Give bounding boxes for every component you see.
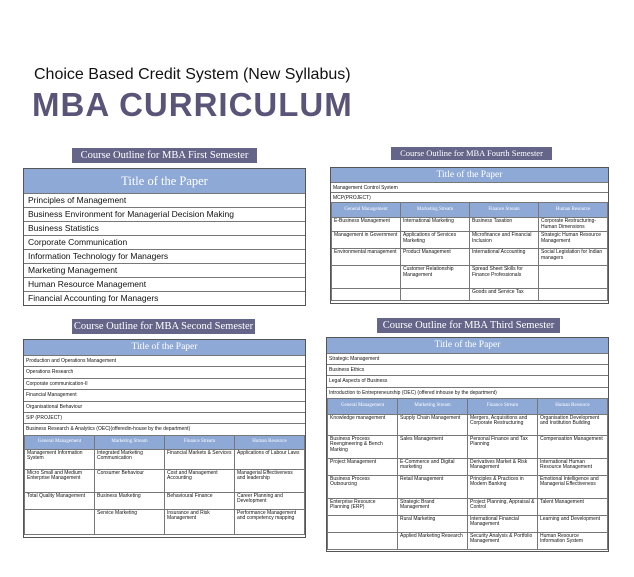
curriculum-title: MBA CURRICULUM xyxy=(32,86,353,123)
elective-cell xyxy=(25,509,95,534)
stream-header: Finance Stream xyxy=(470,203,539,218)
elective-cell: Knowledge management xyxy=(328,414,398,435)
paper-row: Business Ethics xyxy=(327,364,608,375)
elective-cell: Consumer Behaviour xyxy=(95,469,165,492)
paper-row: MCP(PROJECT) xyxy=(331,192,608,202)
elective-cell: Business Marketing xyxy=(95,492,165,509)
paper-row: Principles of Management xyxy=(24,193,305,207)
elective-cell: Sales Management xyxy=(398,435,468,458)
elective-cell: Security Analysis & Portfolio Management xyxy=(468,532,538,549)
stream-header: Human Resource xyxy=(539,203,608,218)
elective-cell: Talent Management xyxy=(538,498,608,515)
elective-row xyxy=(25,449,305,469)
paper-row: Information Technology for Managers xyxy=(24,249,305,263)
paper-row: Business Statistics xyxy=(24,221,305,235)
elective-row xyxy=(328,458,608,475)
elective-cell xyxy=(401,289,470,301)
stream-header: Marketing Stream xyxy=(401,203,470,218)
elective-cell: Managerial Effectiveness and leadership xyxy=(235,469,305,492)
elective-cell: Behavioural Finance xyxy=(165,492,235,509)
second-table-title: Title of the Paper xyxy=(24,340,305,355)
paper-row: Human Resource Management xyxy=(24,277,305,291)
elective-cell: E-Commerce and Digital marketing xyxy=(398,458,468,475)
elective-row xyxy=(328,414,608,435)
stream-header: General Management xyxy=(25,435,95,449)
elective-cell: Service Marketing xyxy=(95,509,165,534)
third-table-title: Title of the Paper xyxy=(327,338,608,353)
elective-cell: Strategic Brand Management xyxy=(398,498,468,515)
fourth-electives-grid xyxy=(331,202,608,301)
elective-cell: Total Quality Management xyxy=(25,492,95,509)
elective-cell: E-Business Management xyxy=(332,218,401,232)
paper-row: SIP (PROJECT) xyxy=(24,412,305,423)
paper-row: Business Environment for Managerial Decision Making xyxy=(24,207,305,221)
paper-row: Marketing Management xyxy=(24,263,305,277)
elective-cell: Performance Management and competency mapping xyxy=(235,509,305,534)
elective-cell: Organisation Development and Institution Building xyxy=(538,414,608,435)
elective-cell: Learning and Development xyxy=(538,515,608,532)
elective-cell: Management in Government xyxy=(332,232,401,249)
third-semester-table xyxy=(326,337,609,552)
elective-row xyxy=(25,492,305,509)
elective-row xyxy=(328,435,608,458)
elective-row xyxy=(332,289,608,301)
elective-row xyxy=(328,498,608,515)
elective-cell xyxy=(328,515,398,532)
elective-cell: Human Resource Information System xyxy=(538,532,608,549)
elective-cell xyxy=(332,289,401,301)
elective-row xyxy=(332,249,608,266)
elective-cell: Applications of Labour Laws xyxy=(235,449,305,469)
stream-header: Marketing Stream xyxy=(95,435,165,449)
elective-cell: Retail Management xyxy=(398,475,468,498)
elective-cell: Emotional Intelligence and Managerial Effectiveness xyxy=(538,475,608,498)
elective-row xyxy=(25,469,305,492)
paper-row: Production and Operations Management xyxy=(24,355,305,366)
elective-cell: Applied Marketing Research xyxy=(398,532,468,549)
fourth-semester-caption: Course Outline for MBA Fourth Semester xyxy=(391,147,552,160)
third-semester-caption: Course Outline for MBA Third Semester xyxy=(377,318,560,333)
paper-row: Operations Research xyxy=(24,366,305,377)
paper-row: Corporate Communication xyxy=(24,235,305,249)
curriculum-subtitle: Choice Based Credit System (New Syllabus) xyxy=(34,66,351,83)
elective-cell: Project Management xyxy=(328,458,398,475)
paper-row: Corporate communication-II xyxy=(24,378,305,389)
fourth-table-title: Title of the Paper xyxy=(331,168,608,182)
elective-cell: International Financial Management xyxy=(468,515,538,532)
elective-cell xyxy=(539,266,608,289)
paper-row: Strategic Management xyxy=(327,353,608,364)
elective-row xyxy=(25,509,305,534)
elective-cell: Enterprise Resource Planning (ERP) xyxy=(328,498,398,515)
elective-cell: Insurance and Risk Management xyxy=(165,509,235,534)
second-semester-table xyxy=(23,339,306,538)
elective-cell: International Marketing xyxy=(401,218,470,232)
elective-cell: Compensation Management xyxy=(538,435,608,458)
elective-cell: Applications of Services Marketing xyxy=(401,232,470,249)
paper-row: Legal Aspects of Business xyxy=(327,375,608,386)
paper-row: Management Control System xyxy=(331,182,608,192)
stream-header: General Management xyxy=(328,398,398,414)
paper-row: Financial Accounting for Managers xyxy=(24,291,305,305)
elective-cell: Customer Relationship Management xyxy=(401,266,470,289)
elective-cell: Business Process Reengineering & Bench Marking xyxy=(328,435,398,458)
stream-header: Finance Stream xyxy=(165,435,235,449)
elective-cell: Integrated Marketing Communication xyxy=(95,449,165,469)
stream-header: Marketing Stream xyxy=(398,398,468,414)
elective-row xyxy=(328,515,608,532)
second-semester-caption: Course Outline for MBA Second Semester xyxy=(73,321,254,332)
elective-cell: Environmental management xyxy=(332,249,401,266)
stream-header: Human Resource xyxy=(538,398,608,414)
stream-header: Finance Stream xyxy=(468,398,538,414)
elective-cell xyxy=(328,532,398,549)
elective-cell: Goods and Service Tax xyxy=(470,289,539,301)
elective-row xyxy=(332,218,608,232)
elective-cell: Career Planning and Development xyxy=(235,492,305,509)
elective-cell: Strategic Human Resource Management xyxy=(539,232,608,249)
elective-cell: Business Process Outsourcing xyxy=(328,475,398,498)
elective-cell xyxy=(539,289,608,301)
elective-cell: Social Legislation for Indian managers xyxy=(539,249,608,266)
elective-cell: Micro Small and Medium Enterprise Management xyxy=(25,469,95,492)
elective-row xyxy=(328,532,608,549)
elective-cell: Spread Sheet Skills for Finance Professionals xyxy=(470,266,539,289)
elective-cell: Business Taxation xyxy=(470,218,539,232)
elective-cell: Derivatives Market & Risk Management xyxy=(468,458,538,475)
elective-row xyxy=(328,475,608,498)
paper-row: Business Research & Analytics (OEC)(offeredin-house by the department) xyxy=(24,423,305,434)
stream-header: Human Resource xyxy=(235,435,305,449)
first-semester-table xyxy=(23,168,306,306)
elective-cell: International Accounting xyxy=(470,249,539,266)
elective-cell xyxy=(332,266,401,289)
paper-row: Organisational Behaviour xyxy=(24,401,305,412)
elective-cell: Management Information System xyxy=(25,449,95,469)
elective-cell: Corporate Restructuring-Human Dimensions xyxy=(539,218,608,232)
first-semester-caption: Course Outline for MBA First Semester xyxy=(72,148,257,163)
elective-cell: Supply Chain Management xyxy=(398,414,468,435)
elective-cell: Financial Markets & Services xyxy=(165,449,235,469)
elective-cell: Personal Finance and Tax Planning xyxy=(468,435,538,458)
paper-row: Introduction to Entrepreneurship (OEC) (offered inhouse by the department) xyxy=(327,387,608,398)
elective-cell: International Human Resource Management xyxy=(538,458,608,475)
elective-cell: Principles & Practices in Modern Banking xyxy=(468,475,538,498)
elective-cell: Mergers, Acquisitions and Corporate Restructuring xyxy=(468,414,538,435)
elective-cell: Project Planning, Appraisal & Control xyxy=(468,498,538,515)
stream-header: General Management xyxy=(332,203,401,218)
third-electives-grid xyxy=(327,398,608,550)
fourth-semester-table xyxy=(330,167,609,304)
elective-cell: Microfinance and Financial Inclusion xyxy=(470,232,539,249)
elective-cell: Product Management xyxy=(401,249,470,266)
elective-row xyxy=(332,266,608,289)
paper-row: Financial Management xyxy=(24,389,305,400)
first-table-title: Title of the Paper xyxy=(24,169,305,193)
elective-cell: Rural Marketing xyxy=(398,515,468,532)
elective-row xyxy=(332,232,608,249)
second-electives-grid xyxy=(24,435,305,535)
elective-cell: Cost and Management Accounting xyxy=(165,469,235,492)
